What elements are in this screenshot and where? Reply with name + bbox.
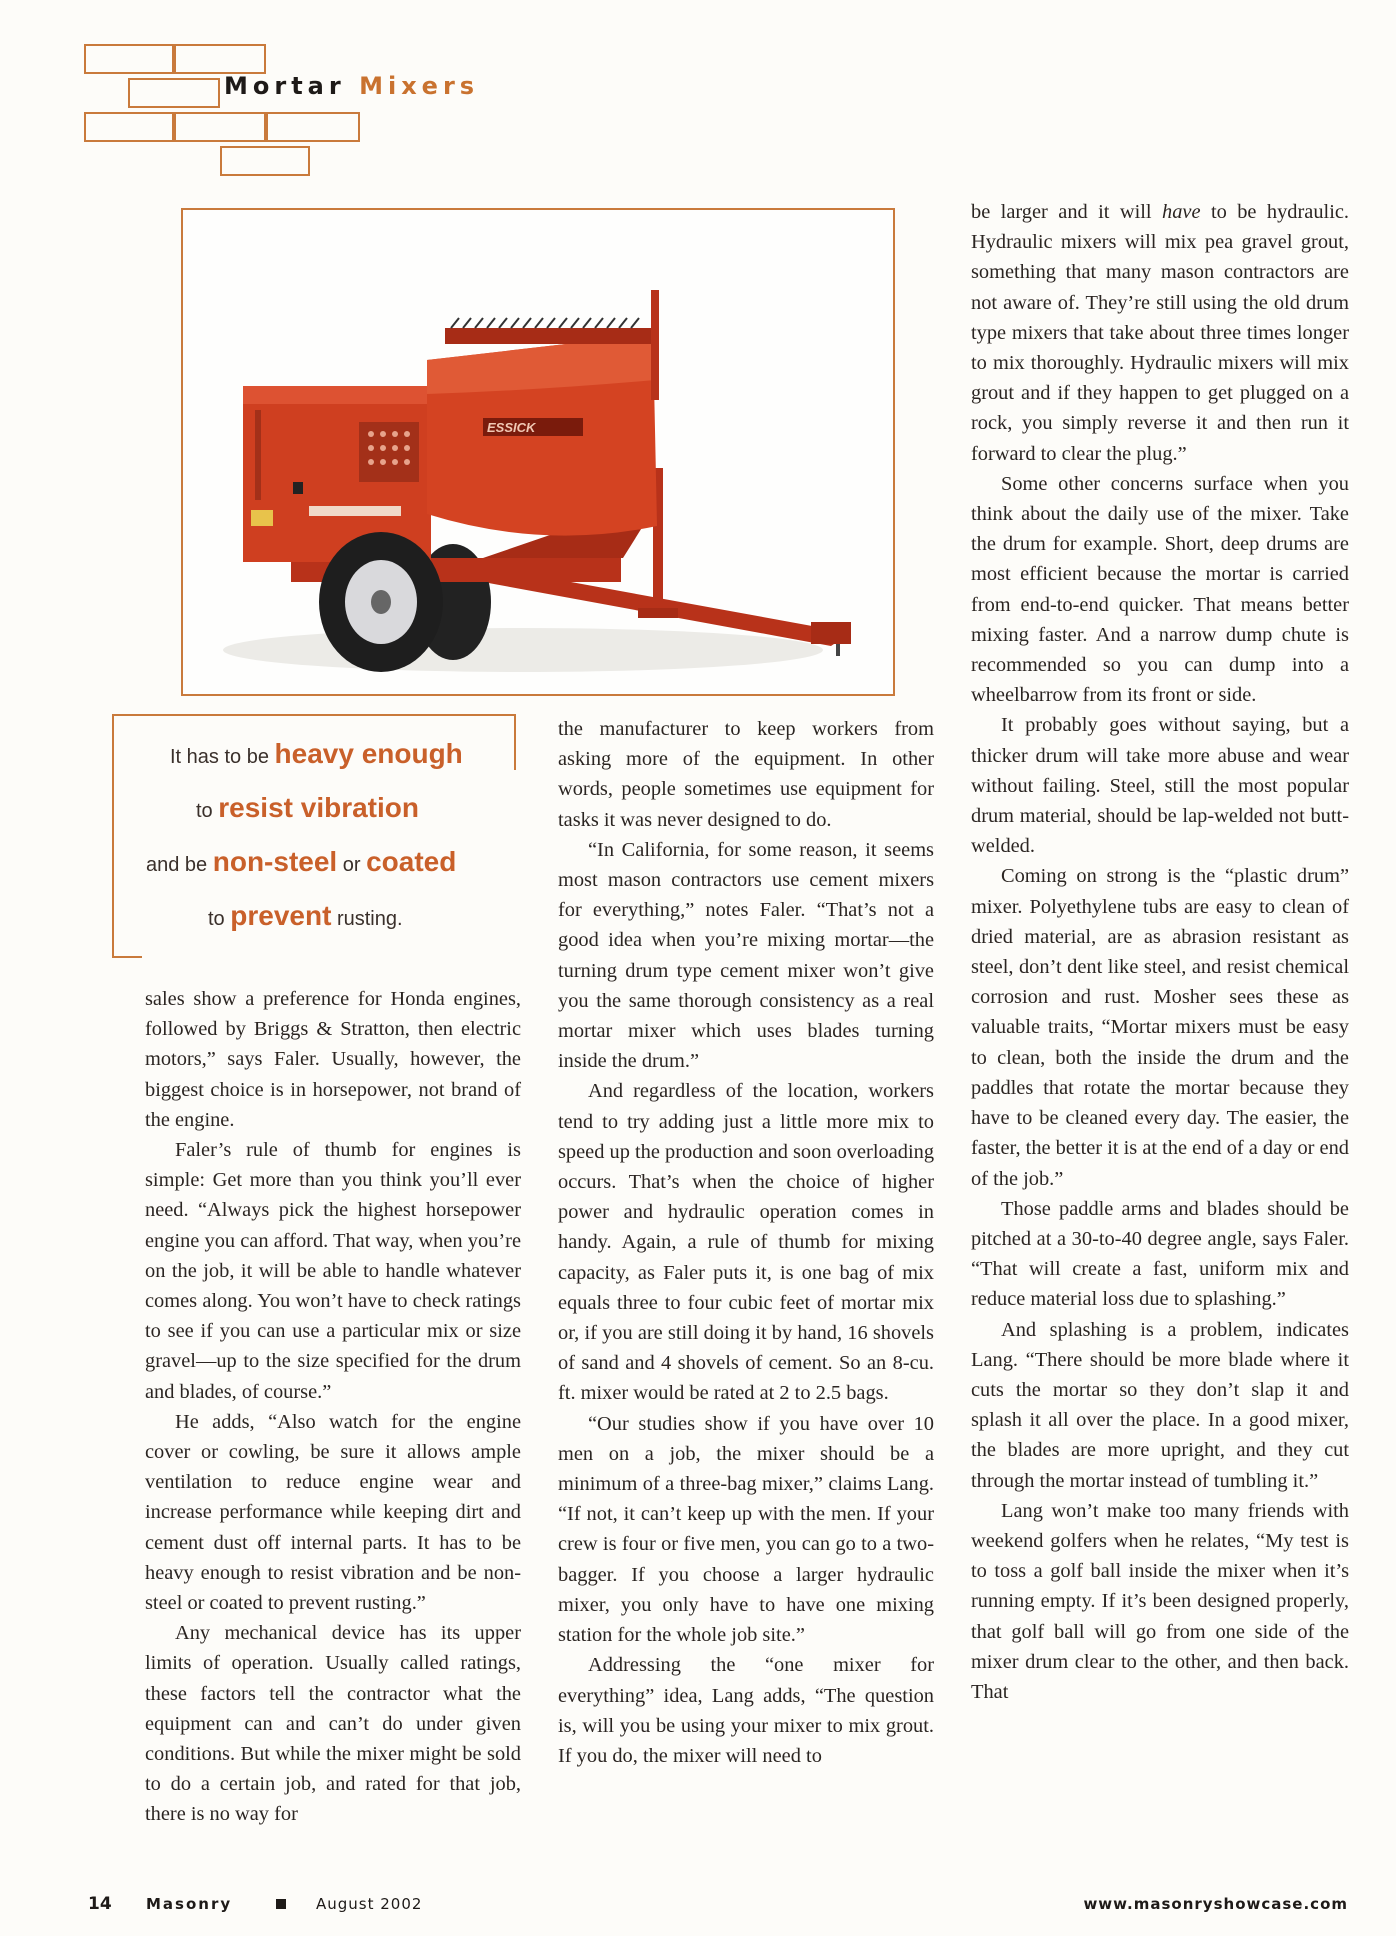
magazine-name: Masonry <box>146 1895 233 1913</box>
article-paragraph: Coming on strong is the “plastic drum” mixer. Polyethylene tubs are easy to clean of dried material, are as abrasion resistant as steel, don’t dent like steel, and resist chemical corrosion and rust. Mosher sees these as valuable traits, “Mortar mixers must be easy to clean, both the inside the drum and the paddles that rotate the mortar because they have to be cleaned every day. The easier, the faster, the better it is at the end of a day or end of the job.” <box>971 865 1349 1190</box>
pull-quote-highlight: resist vibration <box>218 792 419 823</box>
article-paragraph: be larger and it will have to be hydraulic. Hydraulic mixers will mix pea gravel grout, something that many mason contractors are not aware of. They’re still using the old drum type mixers that take about three times longer to mix thoroughly. Hydraulic mixers will mix grout and if they happen to get plugged on a rock, you simply reverse it and then run it forward to clear the plug.” <box>971 201 1350 465</box>
article-paragraph: sales show a preference for Honda engines, followed by Briggs & Stratton, then electric motors,” says Faler. Usually, however, the biggest choice is in horsepower, not brand of the engine. <box>145 988 521 1131</box>
section-title-word1: Mortar <box>224 72 346 100</box>
pull-quote <box>112 714 514 958</box>
article-paragraph: And splashing is a problem, indicates Lang. “There should be more blade where it cuts the mortar so they don’t slap it and splash it all over the place. In a good mixer, the blades are more upright, and they cut through the mortar instead of tumbling it.” <box>971 1318 1349 1492</box>
article-paragraph: Addressing the “one mixer for everything” idea, Lang adds, “The question is, will you be using your mixer to mix grout. If you do, the mixer will need to <box>558 1654 934 1767</box>
pull-quote-line: and be non-steel or coated <box>146 846 457 877</box>
article-paragraph: “In California, for some reason, it seems most mason contractors use cement mixers for everything,” notes Faler. “That’s not a good idea when you’re mixing mortar—the turning drum type cement mixer won’t give you the same thorough consistency as a real mortar mixer which uses blades turning inside the drum.” <box>558 838 934 1073</box>
page-number: 14 <box>88 1894 112 1914</box>
section-title <box>224 72 479 100</box>
emphasis: have <box>1162 201 1201 223</box>
pull-quote-highlight: heavy enough <box>274 738 463 769</box>
article-column-left <box>145 984 521 1830</box>
pull-quote-line: to prevent rusting. <box>208 900 403 931</box>
article-paragraph: Lang won’t make too many friends with weekend golfers when he relates, “My test is to toss a golf ball inside the mixer when it’s running empty. If it’s been designed properly, that golf ball will go from one side of the mixer drum clear to the other, and then back. That <box>971 1499 1349 1703</box>
pull-quote-highlight: non-steel <box>212 846 338 877</box>
separator-square-icon <box>276 1899 286 1909</box>
article-paragraph: He adds, “Also watch for the engine cover or cowling, be sure it allows ample ventilation to reduce engine wear and increase performance while keeping dirt and cement dust off internal parts. It has to be heavy enough to resist vibration and be non-steel or coated to prevent rusting.” <box>145 1410 521 1615</box>
brand-label: ESSICK <box>487 420 536 435</box>
article-paragraph: the manufacturer to keep workers from asking more of the equipment. In other words, people sometimes use equipment for tasks it was never designed to do. <box>558 718 934 831</box>
pull-quote-rule <box>514 714 516 770</box>
pull-quote-line: It has to be heavy enough <box>170 738 463 769</box>
article-paragraph: Faler’s rule of thumb for engines is simple: Get more than you think you’ll ever need. “Always pick the highest horsepower engine you can afford. That way, when you’re on the job, it will be able to handle whatever comes along. You won’t have to check ratings to see if you can use a particular mix or size gravel—up to the size specified for the drum and blades, of course.” <box>145 1139 521 1403</box>
page-footer <box>88 1894 1348 1920</box>
website-url: www.masonryshowcase.com <box>1083 1895 1348 1913</box>
article-column-right <box>971 197 1349 1707</box>
article-column-middle <box>558 714 934 1771</box>
article-paragraph: Some other concerns surface when you think about the daily use of the mixer. Take the drum for example. Short, deep drums are most efficient because the mortar is carried from end-to-end quicker. That means better mixing faster. And a narrow dump chute is recommended so you can dump into a wheelbarrow from its front or side. <box>971 472 1349 707</box>
article-paragraph: It probably goes without saying, but a thicker drum will take more abuse and wear without failing. Steel, still the most popular drum material, should be lap-welded not butt-welded. <box>971 714 1349 858</box>
pull-quote-highlight: prevent <box>230 900 332 931</box>
section-title-word2: Mixers <box>359 72 480 100</box>
article-paragraph: Any mechanical device has its upper limits of operation. Usually called ratings, these factors tell the contractor what the equipment can and can’t do under given conditions. But while the mixer might be sold to do a certain job, and rated for that job, there is no way for <box>145 1622 521 1826</box>
article-paragraph: “Our studies show if you have over 10 men on a job, the mixer should be a minimum of a three-bag mixer,” claims Lang. “If not, it can’t keep up with the men. If your crew is four or five men, you can go to a two-bagger. If you choose a larger hydraulic mixer, you only have to have one mixing station for the whole job site.” <box>558 1412 934 1647</box>
pull-quote-highlight: coated <box>366 846 457 877</box>
article-paragraph: Those paddle arms and blades should be pitched at a 30-to-40 degree angle, says Faler. “That will create a fast, uniform mix and reduce material loss due to splashing.” <box>971 1197 1349 1311</box>
article-paragraph: And regardless of the location, workers tend to try adding just a little more mix to speed up the production and soon overloading occurs. That’s when the choice of higher power and hydraulic operation comes in handy. Again, a rule of thumb for mixing capacity, as Faler puts it, is one bag of mix equals three to four cubic feet of mortar mix or, if you are still doing it by hand, 16 shovels of sand and 4 shovels of cement. So an 8-cu. ft. mixer would be rated at 2 to 2.5 bags. <box>558 1080 935 1405</box>
pull-quote-rule <box>112 956 142 958</box>
mortar-mixer-illustration <box>183 210 893 694</box>
issue-date: August 2002 <box>316 1895 423 1913</box>
mortar-mixer-photo <box>181 208 895 696</box>
pull-quote-line: to resist vibration <box>196 792 419 823</box>
